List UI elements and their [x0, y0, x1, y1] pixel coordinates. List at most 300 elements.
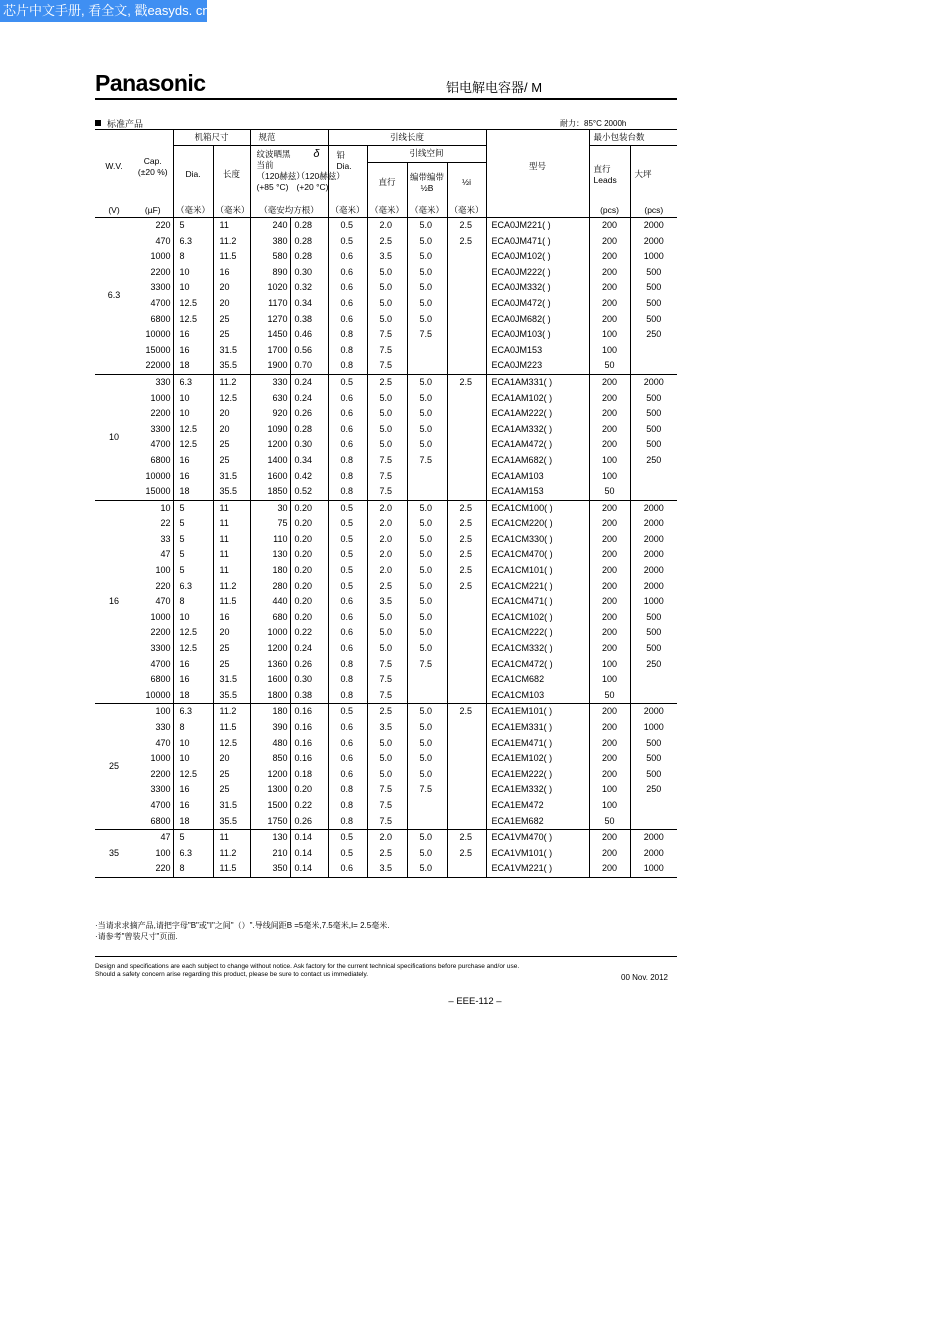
table-cell: 480: [250, 736, 290, 752]
table-cell: 0.22: [290, 798, 328, 814]
table-cell: 0.6: [328, 265, 367, 281]
table-cell: 2200: [133, 767, 173, 783]
table-cell: 0.38: [290, 312, 328, 328]
table-cell: 5.0: [407, 767, 447, 783]
wv-cell: 6.3: [107, 290, 121, 301]
table-cell: 35.5: [213, 358, 250, 374]
part-number-cell: ECA1EM331( ): [486, 720, 589, 736]
table-cell: 5: [173, 516, 213, 532]
unit-part-blank: [486, 203, 589, 218]
table-cell: 0.6: [328, 625, 367, 641]
part-number-cell: ECA1VM221( ): [486, 861, 589, 877]
table-cell: [447, 391, 486, 407]
table-cell: 11: [213, 563, 250, 579]
hdr-ripple: [257, 149, 291, 171]
table-cell: 0.34: [290, 453, 328, 469]
table-cell: 5.0: [367, 437, 407, 453]
table-cell: 470: [133, 234, 173, 250]
table-row: [95, 358, 677, 374]
hdr-case-size: 机箱尺寸: [173, 130, 250, 146]
table-cell: 0.20: [290, 516, 328, 532]
table-cell: 31.5: [213, 343, 250, 359]
table-cell: 0.16: [290, 751, 328, 767]
table-cell: 31.5: [213, 469, 250, 485]
table-cell: 1000: [643, 863, 664, 874]
table-row: [95, 374, 677, 390]
table-cell: 5.0: [407, 625, 447, 641]
hdr-delta-cond2: (+20 °C): [296, 182, 329, 192]
table-cell: 5.0: [407, 830, 447, 846]
table-cell: 20: [213, 296, 250, 312]
hdr-cap-text: Cap.: [143, 155, 162, 166]
table-cell: [447, 484, 486, 500]
table-cell: 200: [589, 767, 630, 783]
table-cell: [407, 814, 447, 830]
table-cell: 11.5: [213, 720, 250, 736]
table-cell: 2000: [643, 235, 664, 246]
table-cell: 1900: [250, 358, 290, 374]
part-number-cell: ECA1EM472: [486, 798, 589, 814]
table-row: [95, 704, 677, 720]
table-cell: 1800: [250, 688, 290, 704]
table-cell: 0.30: [290, 672, 328, 688]
bottom-rule: [95, 956, 677, 957]
table-cell: 100: [589, 782, 630, 798]
table-cell: 18: [173, 688, 213, 704]
table-cell: 200: [589, 249, 630, 265]
table-cell: 20: [213, 422, 250, 438]
table-cell: 3.5: [367, 594, 407, 610]
table-cell: 5.0: [367, 296, 407, 312]
doc-title: 铝电解电容器/ M: [446, 80, 543, 95]
table-row: [95, 469, 677, 485]
note-2: ·请参考"曾装尺寸"页面.: [95, 932, 178, 941]
table-cell: 250: [646, 658, 662, 669]
table-cell: 0.28: [290, 218, 328, 234]
table-cell: 2000: [643, 502, 664, 513]
table-cell: 0.70: [290, 358, 328, 374]
table-cell: 25: [213, 782, 250, 798]
part-number-cell: ECA1AM153: [486, 484, 589, 500]
table-cell: 2.5: [447, 374, 486, 390]
table-cell: 0.6: [328, 312, 367, 328]
table-cell: 0.5: [328, 704, 367, 720]
table-cell: 1000: [250, 625, 290, 641]
table-cell: 2200: [133, 265, 173, 281]
table-cell: 0.8: [328, 782, 367, 798]
table-cell: 1000: [133, 751, 173, 767]
table-cell: 200: [589, 861, 630, 877]
table-cell: 2.5: [367, 579, 407, 595]
table-cell: 5.0: [407, 249, 447, 265]
table-cell: 2000: [643, 832, 664, 843]
part-number-cell: ECA1VM101( ): [486, 846, 589, 862]
table-cell: 10000: [133, 469, 173, 485]
table-cell: 1000: [133, 249, 173, 265]
table-cell: 11.2: [213, 704, 250, 720]
hdr-ripple-cond: [256, 171, 305, 193]
table-cell: [447, 406, 486, 422]
table-cell: 7.5: [367, 453, 407, 469]
table-cell: [630, 358, 677, 374]
table-cell: 2000: [643, 518, 664, 529]
table-cell: 0.14: [290, 846, 328, 862]
table-cell: 2.5: [447, 218, 486, 234]
table-row: [95, 516, 677, 532]
table-cell: 0.8: [328, 327, 367, 343]
table-cell: 5.0: [407, 579, 447, 595]
table-cell: 12.5: [173, 625, 213, 641]
table-cell: 7.5: [367, 672, 407, 688]
table-cell: 35.5: [213, 688, 250, 704]
table-cell: 200: [589, 641, 630, 657]
table-row: [95, 861, 677, 877]
unit-ma: （毫安均方根）: [250, 203, 328, 218]
part-number-cell: ECA1EM332( ): [486, 782, 589, 798]
table-row: [95, 484, 677, 500]
table-cell: 1850: [250, 484, 290, 500]
table-cell: 7.5: [367, 657, 407, 673]
table-cell: 1090: [250, 422, 290, 438]
table-cell: 12.5: [213, 391, 250, 407]
table-cell: [447, 625, 486, 641]
table-cell: 280: [250, 579, 290, 595]
table-cell: 11.2: [213, 846, 250, 862]
table-cell: 0.8: [328, 672, 367, 688]
part-number-cell: ECA1CM220( ): [486, 516, 589, 532]
table-cell: 10: [173, 406, 213, 422]
table-cell: 0.56: [290, 343, 328, 359]
table-cell: 5.0: [367, 391, 407, 407]
table-row: [95, 798, 677, 814]
table-cell: 2.5: [367, 374, 407, 390]
hdr-length: 长度: [213, 146, 250, 204]
site-banner[interactable]: 芯片中文手册, 看全文, 戳easyds. cn: [0, 0, 207, 22]
table-cell: 5.0: [367, 641, 407, 657]
table-cell: 0.16: [290, 736, 328, 752]
table-cell: 5.0: [407, 563, 447, 579]
table-cell: 200: [589, 610, 630, 626]
table-row: [95, 532, 677, 548]
table-cell: 7.5: [367, 327, 407, 343]
table-row: [95, 312, 677, 328]
hdr-lead-dia1: 铅: [336, 150, 346, 160]
table-cell: 0.14: [290, 861, 328, 877]
table-cell: 100: [589, 327, 630, 343]
table-cell: [447, 437, 486, 453]
table-cell: 12.5: [173, 641, 213, 657]
table-cell: 0.5: [328, 579, 367, 595]
table-cell: 0.46: [290, 327, 328, 343]
table-cell: 200: [589, 437, 630, 453]
table-cell: 18: [173, 484, 213, 500]
table-row: [95, 406, 677, 422]
table-row: [95, 391, 677, 407]
table-cell: 0.8: [328, 657, 367, 673]
table-cell: 5.0: [407, 861, 447, 877]
part-number-cell: ECA1AM222( ): [486, 406, 589, 422]
table-cell: 200: [589, 391, 630, 407]
table-cell: [630, 343, 677, 359]
table-cell: 0.5: [328, 830, 367, 846]
table-cell: 0.28: [290, 234, 328, 250]
table-cell: 50: [589, 484, 630, 500]
table-cell: 7.5: [407, 327, 447, 343]
part-number-cell: ECA1EM682: [486, 814, 589, 830]
table-cell: 25: [213, 453, 250, 469]
table-cell: 0.8: [328, 484, 367, 500]
table-cell: 0.5: [328, 516, 367, 532]
table-cell: 2000: [643, 565, 664, 576]
table-cell: 0.6: [328, 280, 367, 296]
table-cell: 0.6: [328, 751, 367, 767]
table-cell: 500: [646, 423, 662, 434]
table-cell: 35.5: [213, 484, 250, 500]
table-cell: 75: [250, 516, 290, 532]
wv-cell: 25: [108, 760, 119, 771]
hdr-wv: W.V.: [105, 161, 123, 171]
table-cell: 0.8: [328, 798, 367, 814]
table-cell: 470: [133, 594, 173, 610]
table-cell: 4700: [133, 437, 173, 453]
table-cell: 8: [173, 249, 213, 265]
table-row: [95, 594, 677, 610]
table-cell: 0.8: [328, 814, 367, 830]
table-cell: 5.0: [407, 265, 447, 281]
table-cell: 5.0: [407, 594, 447, 610]
table-cell: 4700: [133, 296, 173, 312]
wv-cell: 16: [108, 596, 119, 607]
table-cell: 250: [646, 454, 662, 465]
table-cell: 11.2: [213, 579, 250, 595]
table-cell: 0.20: [290, 532, 328, 548]
table-cell: 6800: [133, 312, 173, 328]
part-number-cell: ECA1CM470( ): [486, 547, 589, 563]
table-cell: 5.0: [407, 437, 447, 453]
table-cell: 5.0: [407, 391, 447, 407]
table-cell: [447, 280, 486, 296]
table-cell: 1270: [250, 312, 290, 328]
table-cell: 240: [250, 218, 290, 234]
table-cell: 500: [646, 297, 662, 308]
table-cell: 330: [133, 374, 173, 390]
table-cell: [447, 312, 486, 328]
table-cell: 5: [173, 218, 213, 234]
table-cell: 1700: [250, 343, 290, 359]
table-cell: 5.0: [407, 641, 447, 657]
table-cell: 920: [250, 406, 290, 422]
hdr-taping: [407, 162, 447, 203]
table-cell: 5.0: [407, 374, 447, 390]
part-number-cell: ECA1CM332( ): [486, 641, 589, 657]
table-cell: [630, 469, 677, 485]
table-cell: 2.5: [447, 234, 486, 250]
table-cell: 2.5: [367, 704, 407, 720]
table-cell: 16: [173, 798, 213, 814]
unit-mm-lead: （毫米）: [328, 203, 367, 218]
table-cell: 2000: [643, 847, 664, 858]
table-cell: 1000: [133, 391, 173, 407]
table-cell: 680: [250, 610, 290, 626]
square-bullet-icon: [95, 120, 101, 126]
part-number-cell: ECA0JM472( ): [486, 296, 589, 312]
table-cell: 5: [173, 563, 213, 579]
table-cell: 380: [250, 234, 290, 250]
table-cell: 2000: [643, 549, 664, 560]
table-cell: 180: [250, 563, 290, 579]
part-number-cell: ECA1CM471( ): [486, 594, 589, 610]
table-cell: 2200: [133, 406, 173, 422]
table-cell: 0.22: [290, 625, 328, 641]
part-number-cell: ECA1CM221( ): [486, 579, 589, 595]
table-cell: 2.5: [447, 579, 486, 595]
table-cell: 220: [133, 218, 173, 234]
hdr-lead-length: 引线长度: [328, 130, 486, 146]
table-row: [95, 672, 677, 688]
table-cell: 4700: [133, 798, 173, 814]
table-cell: 2.5: [447, 704, 486, 720]
hdr-lead-space: 引线空间: [367, 146, 486, 163]
table-cell: [407, 798, 447, 814]
table-cell: 200: [589, 736, 630, 752]
table-cell: 250: [646, 329, 662, 340]
table-cell: [447, 343, 486, 359]
table-cell: 7.5: [367, 484, 407, 500]
table-cell: 22: [133, 516, 173, 532]
table-cell: 130: [250, 547, 290, 563]
table-cell: 100: [133, 846, 173, 862]
table-cell: 2.5: [447, 563, 486, 579]
table-cell: 5.0: [367, 422, 407, 438]
part-number-cell: ECA1CM100( ): [486, 500, 589, 516]
table-cell: 1200: [250, 437, 290, 453]
table-cell: 0.28: [290, 249, 328, 265]
table-cell: 2.0: [367, 547, 407, 563]
table-row: [95, 437, 677, 453]
table-cell: 200: [589, 374, 630, 390]
part-number-cell: ECA1CM472( ): [486, 657, 589, 673]
table-cell: 5.0: [367, 767, 407, 783]
table-cell: 12.5: [173, 296, 213, 312]
table-cell: [447, 296, 486, 312]
table-cell: [447, 782, 486, 798]
table-cell: 10000: [133, 327, 173, 343]
table-cell: 2.0: [367, 500, 407, 516]
table-cell: 630: [250, 391, 290, 407]
hdr-delta-cond1: （120赫兹）: [296, 171, 345, 181]
table-cell: 200: [589, 296, 630, 312]
table-cell: 500: [646, 627, 662, 638]
table-cell: 3300: [133, 782, 173, 798]
hdr-straight-leads2: Leads: [593, 174, 617, 185]
table-row: [95, 327, 677, 343]
unit-mm-len: （毫米）: [213, 203, 250, 218]
table-row: [95, 579, 677, 595]
table-cell: 50: [589, 688, 630, 704]
hdr-part-no: 型号: [486, 130, 589, 204]
table-cell: [447, 453, 486, 469]
table-cell: 16: [213, 610, 250, 626]
table-cell: 110: [250, 532, 290, 548]
table-cell: 2.0: [367, 218, 407, 234]
table-cell: 0.20: [290, 579, 328, 595]
table-cell: [407, 358, 447, 374]
table-cell: 7.5: [407, 657, 447, 673]
table-cell: 7.5: [367, 688, 407, 704]
table-cell: 100: [589, 453, 630, 469]
table-cell: 7.5: [367, 343, 407, 359]
table-cell: 10: [173, 265, 213, 281]
table-row: [95, 782, 677, 798]
table-cell: 210: [250, 846, 290, 862]
part-number-cell: ECA1CM101( ): [486, 563, 589, 579]
table-row: [95, 830, 677, 846]
table-cell: [447, 469, 486, 485]
hdr-lead-dia2: Dia.: [336, 161, 352, 171]
table-cell: 1000: [133, 610, 173, 626]
part-number-cell: ECA1AM332( ): [486, 422, 589, 438]
table-cell: 100: [589, 798, 630, 814]
table-cell: 0.24: [290, 374, 328, 390]
table-cell: 5.0: [407, 547, 447, 563]
table-cell: 100: [133, 704, 173, 720]
table-cell: 12.5: [173, 422, 213, 438]
table-cell: 5.0: [407, 704, 447, 720]
table-cell: 15000: [133, 343, 173, 359]
table-cell: 35.5: [213, 814, 250, 830]
table-cell: [407, 672, 447, 688]
table-row: [95, 296, 677, 312]
part-number-cell: ECA0JM223: [486, 358, 589, 374]
unit-mm-straight: （毫米）: [367, 203, 407, 218]
table-cell: 22000: [133, 358, 173, 374]
table-cell: 200: [589, 846, 630, 862]
table-cell: 100: [589, 469, 630, 485]
table-cell: 5.0: [407, 296, 447, 312]
part-number-cell: ECA0JM682( ): [486, 312, 589, 328]
hdr-ripple-cond2: (+85 °C): [256, 182, 289, 192]
table-cell: [447, 265, 486, 281]
table-cell: 6800: [133, 672, 173, 688]
issue-date: 00 Nov. 2012: [621, 973, 668, 982]
table-cell: 5.0: [367, 312, 407, 328]
table-cell: 0.38: [290, 688, 328, 704]
table-cell: 2.5: [367, 234, 407, 250]
hdr-min-pack: 最小包装台数: [589, 130, 677, 146]
part-number-cell: ECA1AM102( ): [486, 391, 589, 407]
table-cell: 1000: [643, 722, 664, 732]
table-row: [95, 500, 677, 516]
table-cell: [447, 641, 486, 657]
table-cell: [447, 861, 486, 877]
table-cell: 2.5: [367, 846, 407, 862]
table-cell: 1000: [643, 596, 664, 607]
table-cell: 7.5: [367, 782, 407, 798]
table-cell: 0.28: [290, 422, 328, 438]
table-row: [95, 751, 677, 767]
table-cell: 0.20: [290, 547, 328, 563]
table-cell: 5.0: [407, 532, 447, 548]
table-cell: 8: [173, 720, 213, 736]
part-number-cell: ECA1EM101( ): [486, 704, 589, 720]
table-cell: [447, 594, 486, 610]
table-cell: 12.5: [173, 767, 213, 783]
table-cell: 5.0: [407, 846, 447, 862]
table-cell: [630, 672, 677, 688]
table-cell: 500: [646, 266, 662, 277]
table-cell: 0.6: [328, 296, 367, 312]
table-cell: 2000: [643, 220, 664, 230]
